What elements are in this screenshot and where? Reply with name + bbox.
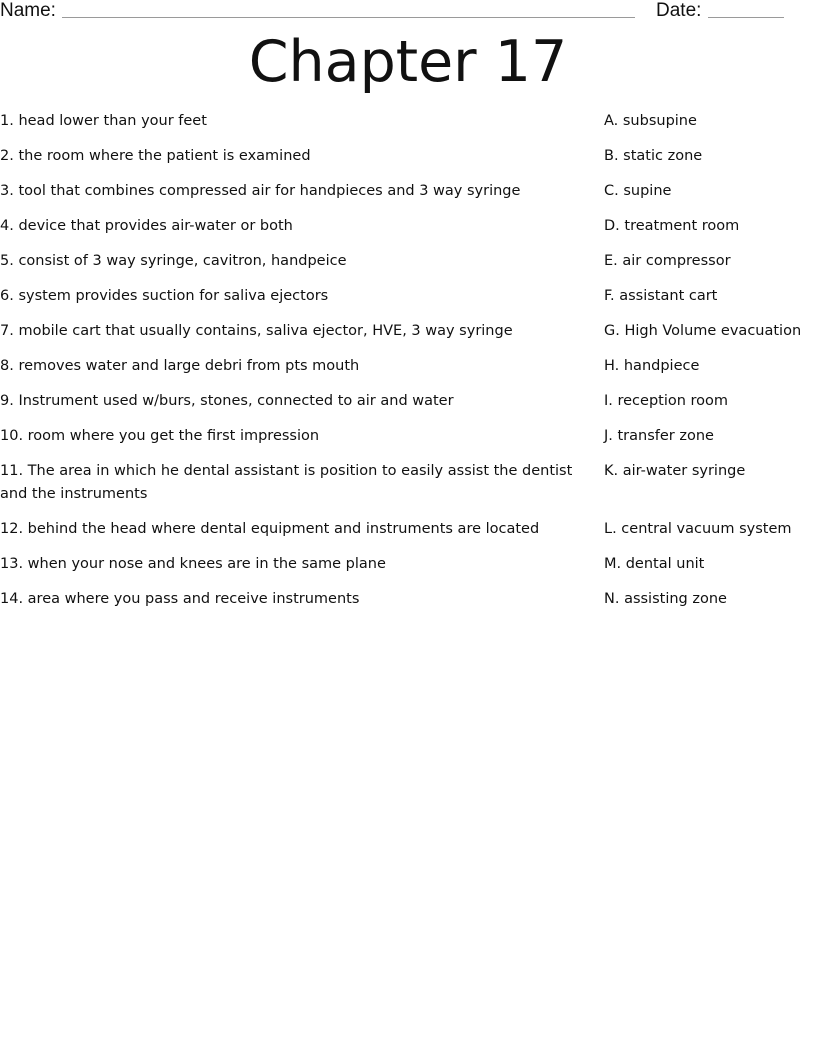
clue-text: 13. when your nose and knees are in the same plane (0, 556, 386, 572)
matching-row (0, 460, 816, 518)
matching-row (0, 250, 816, 285)
matching-row (0, 518, 816, 553)
matching-row (0, 285, 816, 320)
matching-list (0, 110, 816, 623)
answer-option: L. central vacuum system (604, 521, 792, 537)
clue-text: 10. room where you get the first impression (0, 428, 320, 444)
clue-text: 7. mobile cart that usually contains, saliva ejector, HVE, 3 way syringe (0, 323, 513, 339)
page-title: Chapter 17 (248, 29, 568, 95)
answer-option: D. treatment room (604, 218, 740, 234)
clue-text: 3. tool that combines compressed air for handpieces and 3 way syringe (0, 183, 521, 199)
name-field[interactable] (62, 17, 635, 18)
answer-option: N. assisting zone (604, 591, 727, 607)
name-label: Name: (0, 0, 56, 21)
answer-option: G. High Volume evacuation (604, 323, 802, 339)
matching-row (0, 215, 816, 250)
matching-row (0, 553, 816, 588)
header (0, 0, 816, 24)
answer-option: F. assistant cart (604, 288, 718, 304)
clue-text: 14. area where you pass and receive instruments (0, 591, 360, 607)
answer-option: J. transfer zone (604, 428, 714, 444)
clue-text: 11. The area in which he dental assistant is position to easily assist the dentist and the instruments (0, 463, 573, 502)
answer-option: I. reception room (604, 393, 729, 409)
answer-option: K. air-water syringe (604, 463, 746, 479)
clue-text: 5. consist of 3 way syringe, cavitron, handpeice (0, 253, 347, 269)
answer-option: A. subsupine (604, 113, 697, 129)
clue-text: 8. removes water and large debri from pts mouth (0, 358, 360, 374)
matching-row (0, 180, 816, 215)
answer-option: B. static zone (604, 148, 703, 164)
answer-option: E. air compressor (604, 253, 731, 269)
answer-option: H. handpiece (604, 358, 700, 374)
date-label: Date: (656, 0, 702, 21)
clue-text: 9. Instrument used w/burs, stones, connected to air and water (0, 393, 454, 409)
matching-row (0, 320, 816, 355)
date-field[interactable] (708, 17, 784, 18)
clue-text: 4. device that provides air-water or both (0, 218, 293, 234)
matching-row (0, 425, 816, 460)
clue-text: 2. the room where the patient is examined (0, 148, 311, 164)
matching-row (0, 355, 816, 390)
matching-row (0, 110, 816, 145)
clue-text: 6. system provides suction for saliva ejectors (0, 288, 329, 304)
clue-text: 12. behind the head where dental equipment and instruments are located (0, 521, 540, 537)
answer-option: M. dental unit (604, 556, 705, 572)
matching-row (0, 390, 816, 425)
matching-row (0, 145, 816, 180)
answer-option: C. supine (604, 183, 672, 199)
clue-text: 1. head lower than your feet (0, 113, 207, 129)
matching-row (0, 588, 816, 623)
